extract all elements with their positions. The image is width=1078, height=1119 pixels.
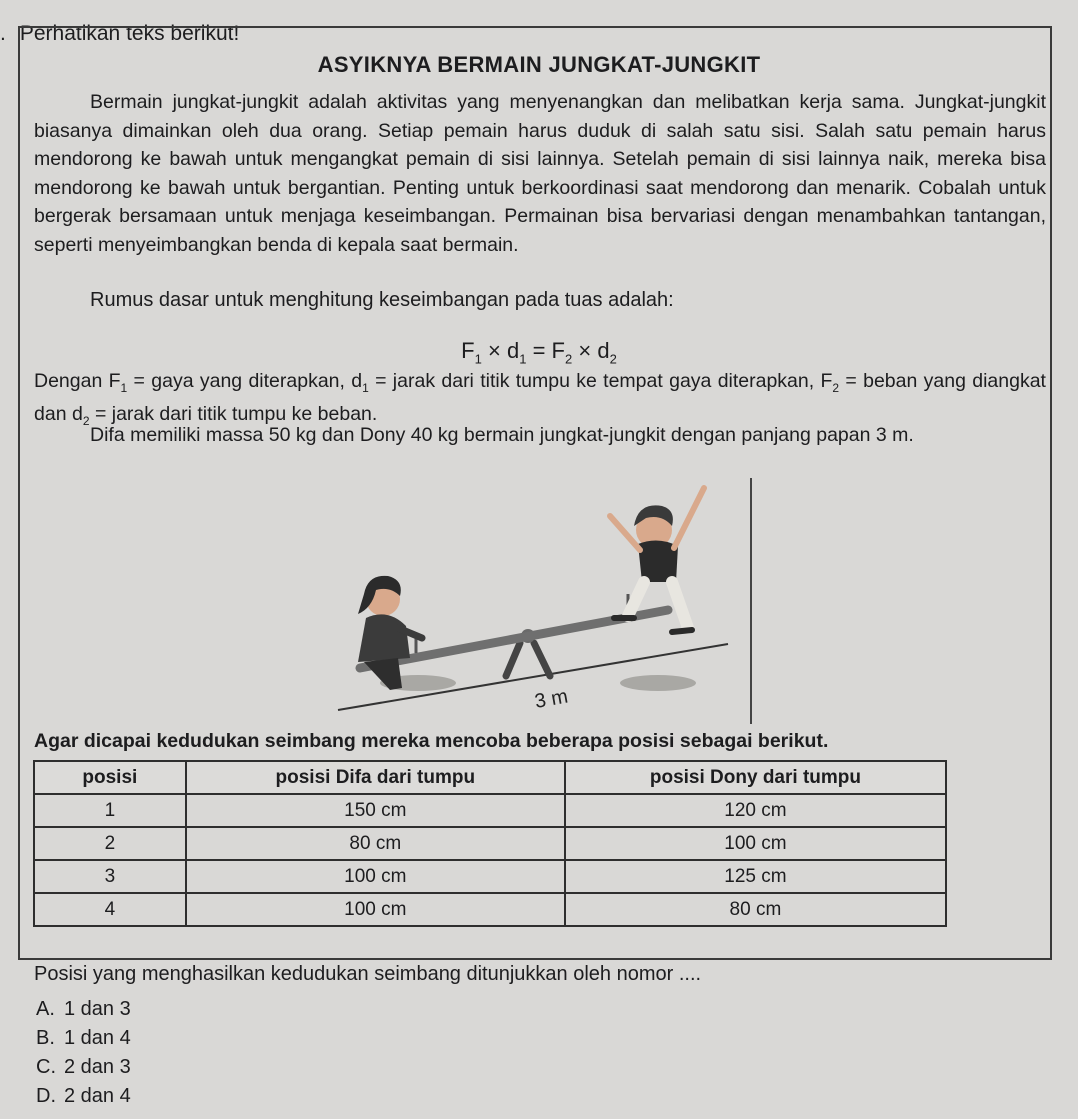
option-b[interactable] xyxy=(36,1027,131,1050)
seesaw-illustration xyxy=(328,478,752,724)
table-cell: 3 xyxy=(34,860,186,893)
paragraph-3: Difa memiliki massa 50 kg dan Dony 40 kg bermain jungkat-jungkit dengan panjang papan 3 m. xyxy=(90,424,914,446)
intro-label: Perhatikan teks berikut! xyxy=(19,22,240,45)
table-cell: 2 xyxy=(34,827,186,860)
option-c[interactable] xyxy=(36,1056,131,1079)
table-cell: 120 cm xyxy=(565,794,946,827)
option-letter: A. xyxy=(36,998,55,1020)
option-text: 1 dan 4 xyxy=(64,1027,131,1049)
table-header-cell: posisi Difa dari tumpu xyxy=(186,761,565,794)
difa-figure xyxy=(358,576,422,690)
positions-table xyxy=(33,760,947,927)
table-row xyxy=(34,794,946,827)
option-d[interactable] xyxy=(36,1085,131,1108)
table-cell: 150 cm xyxy=(186,794,565,827)
option-text: 2 dan 4 xyxy=(64,1085,131,1107)
seesaw-drawing xyxy=(328,478,750,724)
paragraph-2: Rumus dasar untuk menghitung keseimbangan pada tuas adalah: xyxy=(90,289,674,311)
table-row xyxy=(34,827,946,860)
table-cell: 80 cm xyxy=(565,893,946,926)
option-a[interactable] xyxy=(36,998,131,1021)
table-row xyxy=(34,860,946,893)
question-number-marker: . xyxy=(0,22,6,45)
table-cell: 100 cm xyxy=(565,827,946,860)
fulcrum xyxy=(506,643,550,676)
length-label: 3 m xyxy=(533,685,570,713)
table-header-cell: posisi Dony dari tumpu xyxy=(565,761,946,794)
table-cell: 4 xyxy=(34,893,186,926)
table-header-cell: posisi xyxy=(34,761,186,794)
table-header-row xyxy=(34,761,946,794)
table-cell: 100 cm xyxy=(186,860,565,893)
option-letter: B. xyxy=(36,1027,55,1049)
option-text: 1 dan 3 xyxy=(64,998,131,1020)
table-cell: 125 cm xyxy=(565,860,946,893)
article-title: ASYIKNYA BERMAIN JUNGKAT-JUNGKIT xyxy=(317,52,761,77)
lever-formula: $F_1 \times d_1 = F_2 \times d_2$ xyxy=(461,338,617,367)
option-letter: C. xyxy=(36,1056,56,1078)
table-cell: 80 cm xyxy=(186,827,565,860)
ground-shadow-right xyxy=(620,675,696,691)
question-text: Posisi yang menghasilkan kedudukan seimbang ditunjukkan oleh nomor .... xyxy=(34,963,702,985)
option-text: 2 dan 3 xyxy=(64,1056,131,1078)
table-caption: Agar dicapai kedudukan seimbang mereka mencoba beberapa posisi sebagai berikut. xyxy=(34,730,829,752)
paragraph-1: Bermain jungkat-jungkit adalah aktivitas yang menyenangkan dan melibatkan kerja sama. Jungkat-jungkit biasanya dimainkan oleh dua orang. Setiap pemain harus duduk di salah satu sisi. Salah satu pemain harus mendorong ke bawah untuk mengangkat pemain di sisi lainnya. Setelah pemain di sisi lainnya naik, mereka bisa mendorong ke bawah untuk bergantian. Penting untuk berkoordinasi saat mendorong dan menarik. Cobalah untuk bergerak bersamaan untuk menjaga keseimbangan. Permainan bisa bervariasi dengan menambahkan tantangan, seperti menyeimbangkan benda di kepala saat bermain. xyxy=(34,91,1046,256)
table-cell: 1 xyxy=(34,794,186,827)
table-cell: 100 cm xyxy=(186,893,565,926)
variable-definitions: Dengan $F_1$ = gaya yang diterapkan, $d_1$ = jarak dari titik tumpu ke tempat gaya diterapkan, $F_2$ = beban yang diangkat dan $d_2$ = jarak dari titik tumpu ke beban. xyxy=(34,370,1046,428)
option-letter: D. xyxy=(36,1085,56,1107)
table-row xyxy=(34,893,946,926)
